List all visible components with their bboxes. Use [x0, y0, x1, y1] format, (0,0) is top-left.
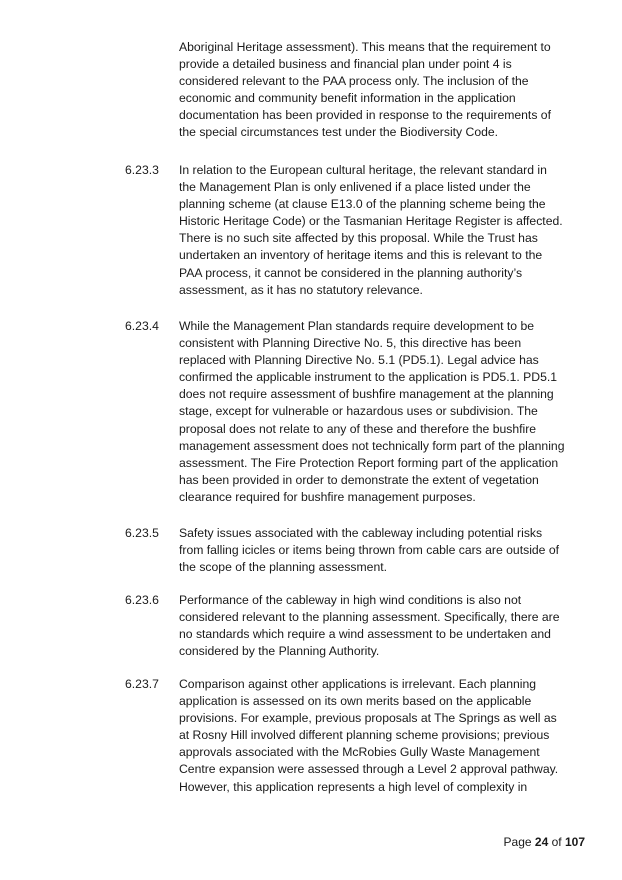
- text-line: In relation to the European cultural heritage, the relevant standard in: [179, 163, 547, 177]
- text-line: documentation has been provided in response to the requirements of: [179, 108, 551, 123]
- text-line: at Rosny Hill involved different planning scheme provisions; previous: [179, 728, 550, 743]
- text-line: Aboriginal Heritage assessment). This means that the requirement to: [179, 40, 551, 54]
- paragraph-body: [179, 525, 584, 576]
- text-line: considered relevant to the PAA process only. The inclusion of the: [179, 74, 529, 89]
- text-line: assessment, as it has no statutory relevance.: [179, 282, 423, 297]
- text-line: management assessment does not technically form part of the planning: [179, 438, 565, 453]
- text-line: confirmed the applicable instrument to the application is PD5.1. PD5.1: [179, 370, 558, 385]
- page-of-label: of: [551, 835, 562, 849]
- text-line: There is no such site affected by this proposal. While the Trust has: [179, 231, 538, 246]
- text-line: However, this application represents a high level of complexity in: [179, 779, 528, 794]
- text-line: assessment. The Fire Protection Report forming part of the application: [179, 455, 559, 470]
- text-line: application is assessed on its own merits based on the applicable: [179, 694, 532, 709]
- paragraph-body: [179, 162, 584, 299]
- text-line: provide a detailed business and financial plan under point 4 is: [179, 57, 512, 72]
- paragraph-number: 6.23.6: [125, 593, 159, 607]
- page-label: Page: [503, 835, 532, 849]
- paragraph-number: 6.23.5: [125, 526, 159, 540]
- text-line: replaced with Planning Directive No. 5.1 (PD5.1). Legal advice has: [179, 353, 539, 368]
- text-line: While the Management Plan standards require development to be: [179, 319, 535, 333]
- text-line: considered relevant to the planning assessment. Specifically, there are: [179, 610, 560, 625]
- paragraph-number: 6.23.4: [125, 319, 159, 333]
- text-line: planning scheme (at clause E13.0 of the planning scheme being the: [179, 197, 546, 212]
- text-line: proposal does not relate to any of these and therefore the bushfire: [179, 421, 537, 436]
- text-line: approvals associated with the McRobies Gully Waste Management: [179, 745, 540, 760]
- text-line: clearance required for bushfire management purposes.: [179, 489, 476, 504]
- intro-paragraph: [179, 39, 584, 142]
- paragraph-body: [179, 676, 584, 796]
- text-line: stage, except for vulnerable or hazardous uses or subdivision. The: [179, 404, 538, 419]
- text-line: provisions. For example, previous proposals at The Springs as well as: [179, 711, 557, 726]
- text-line: Safety issues associated with the cableway including potential risks: [179, 526, 543, 540]
- text-line: the scope of the planning assessment.: [179, 560, 387, 575]
- text-line: the special circumstances test under the Biodiversity Code.: [179, 125, 499, 140]
- text-line: consistent with Planning Directive No. 5, this directive has been: [179, 336, 522, 351]
- text-line: Centre expansion were assessed through a Level 2 approval pathway.: [179, 762, 559, 777]
- paragraph-body: [179, 318, 584, 506]
- paragraph-body: [179, 592, 584, 660]
- text-line: the Management Plan is only enlivened if a place listed under the: [179, 180, 531, 195]
- text-line: does not require assessment of bushfire management at the planning: [179, 387, 554, 402]
- text-line: Comparison against other applications is irrelevant. Each planning: [179, 677, 537, 691]
- text-line: Performance of the cableway in high wind conditions is also not: [179, 593, 522, 607]
- paragraph-number: 6.23.3: [125, 163, 159, 177]
- text-line: Historic Heritage Code) or the Tasmanian Heritage Register is affected.: [179, 214, 563, 229]
- text-line: PAA process, it cannot be considered in the planning authority’s: [179, 265, 523, 280]
- text-line: considered by the Planning Authority.: [179, 644, 380, 659]
- text-line: economic and community benefit information in the application: [179, 91, 516, 106]
- text-line: no standards which require a wind assessment to be undertaken and: [179, 627, 551, 642]
- text-line: from falling icicles or items being thrown from cable cars are outside of: [179, 543, 560, 558]
- current-page-number: 24: [534, 835, 549, 849]
- text-line: undertaken an inventory of heritage items and this is relevant to the: [179, 248, 543, 263]
- paragraph-number: 6.23.7: [125, 677, 159, 691]
- text-line: has been provided in order to demonstrate the extent of vegetation: [179, 472, 539, 487]
- page-number-footer: [440, 834, 585, 850]
- total-page-count: 107: [564, 835, 585, 849]
